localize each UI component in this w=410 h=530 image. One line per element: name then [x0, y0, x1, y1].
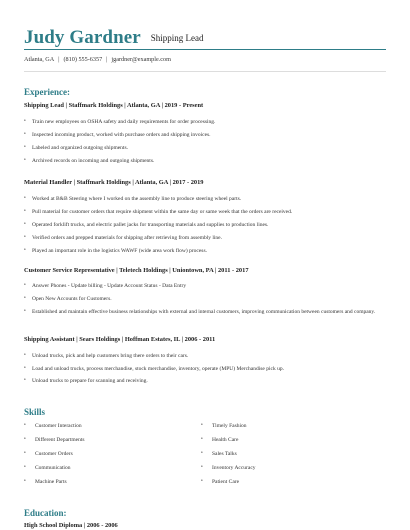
job-bullet: • Train new employees on OSHA safety and daily requirements for order processing.	[24, 119, 216, 125]
experience-heading: Experience:	[24, 87, 70, 97]
contact-divider	[24, 71, 386, 72]
bullet-icon: •	[24, 451, 26, 456]
bullet-icon: •	[24, 196, 26, 201]
bullet-icon: •	[24, 209, 26, 214]
job-bullet: • Played an important role in the logistics WAWF (wide area work flow) process.	[24, 248, 207, 254]
bullet-icon: •	[24, 479, 26, 484]
bullet-icon: •	[24, 132, 26, 137]
skill-item: • Customer Orders	[24, 451, 73, 457]
bullet-icon: •	[24, 309, 26, 314]
skill-item: • Machine Parts	[24, 479, 67, 485]
bullet-icon: •	[24, 222, 26, 227]
job-bullet: • Operated forklift trucks, and electric pallet jacks for transporting materials and supplies to production lines.	[24, 222, 269, 228]
skill-item: • Sales Talks	[201, 451, 237, 457]
bullet-icon: •	[24, 283, 26, 288]
job-bullet: • Archived records on incoming and outgoing shipments.	[24, 158, 155, 164]
bullet-icon: •	[24, 145, 26, 150]
bullet-icon: •	[24, 248, 26, 253]
job-bullet: • Unload trucks, pick and help customers bring there orders to their cars.	[24, 353, 189, 359]
contact-line	[24, 56, 171, 63]
skill-item: • Different Departments	[24, 437, 85, 443]
bullet-icon: •	[201, 451, 203, 456]
header-divider	[24, 49, 386, 50]
bullet-icon: •	[24, 423, 26, 428]
bullet-icon: •	[24, 353, 26, 358]
bullet-icon: •	[24, 366, 26, 371]
contact-phone: (810) 555-6357	[63, 56, 103, 63]
contact-email[interactable]: jgardner@example.com	[111, 56, 171, 63]
contact-separator: |	[58, 56, 60, 63]
job-bullet: • Inspected incoming product, worked with purchase orders and shipping invoices.	[24, 132, 211, 138]
job-bullet: • Established and maintain effective business relationships with external and internal customers, improving communication between customers and company.	[24, 309, 376, 315]
contact-location: Atlanta, GA	[24, 56, 55, 63]
bullet-icon: •	[201, 437, 203, 442]
job-bullet: • Pull material for customer orders that require shipment within the same day or same week that the orders are received.	[24, 209, 293, 215]
skill-item: • Timely Fashion	[201, 423, 247, 429]
education-heading: Education:	[24, 508, 67, 518]
bullet-icon: •	[201, 423, 203, 428]
bullet-icon: •	[201, 479, 203, 484]
job-heading: Material Handler | Staffmark Holdings | Atlanta, GA | 2017 - 2019	[24, 179, 204, 186]
job-bullet: • Labeled and organized outgoing shipments.	[24, 145, 128, 151]
bullet-icon: •	[24, 378, 26, 383]
resume-header	[24, 27, 204, 49]
bullet-icon: •	[24, 119, 26, 124]
education-entry: High School Diploma | 2006 - 2006	[24, 522, 118, 529]
bullet-icon: •	[24, 437, 26, 442]
skill-item: • Communication	[24, 465, 71, 471]
job-bullet: • Unload trucks to prepare for scanning and receiving.	[24, 378, 148, 384]
candidate-name: Judy Gardner	[24, 27, 141, 48]
candidate-role: Shipping Lead	[150, 33, 204, 43]
job-bullet: • Worked at B&B Steering where I worked on the assembly line to produce steering wheel parts.	[24, 196, 242, 202]
job-heading: Shipping Assistant | Sears Holdings | Hoffman Estates, IL | 2006 - 2011	[24, 336, 216, 343]
bullet-icon: •	[24, 296, 26, 301]
skill-item: • Patient Care	[201, 479, 240, 485]
skills-heading: Skills	[24, 407, 46, 417]
skill-item: • Customer Interaction	[24, 423, 82, 429]
job-bullet: • Open New Accounts for Customers.	[24, 296, 112, 302]
skill-item: • Inventory Accuracy	[201, 465, 256, 471]
contact-separator: |	[106, 56, 108, 63]
bullet-icon: •	[201, 465, 203, 470]
skill-item: • Health Care	[201, 437, 239, 443]
job-bullet: • Verified orders and prepped materials for shipping after retrieving from assembly line.	[24, 235, 222, 241]
bullet-icon: •	[24, 235, 26, 240]
job-heading: Customer Service Representative | Teletech Holdings | Uniontown, PA | 2011 - 2017	[24, 267, 249, 274]
bullet-icon: •	[24, 158, 26, 163]
bullet-icon: •	[24, 465, 26, 470]
job-bullet: • Load and unload trucks, process merchandise, stock merchandise, inventory, operate (MPU) Merchandise pick up.	[24, 366, 284, 372]
job-heading: Shipping Lead | Staffmark Holdings | Atlanta, GA | 2019 - Present	[24, 102, 204, 109]
job-bullet: • Answer Phones - Update billing - Update Account Status - Data Entry	[24, 283, 187, 289]
